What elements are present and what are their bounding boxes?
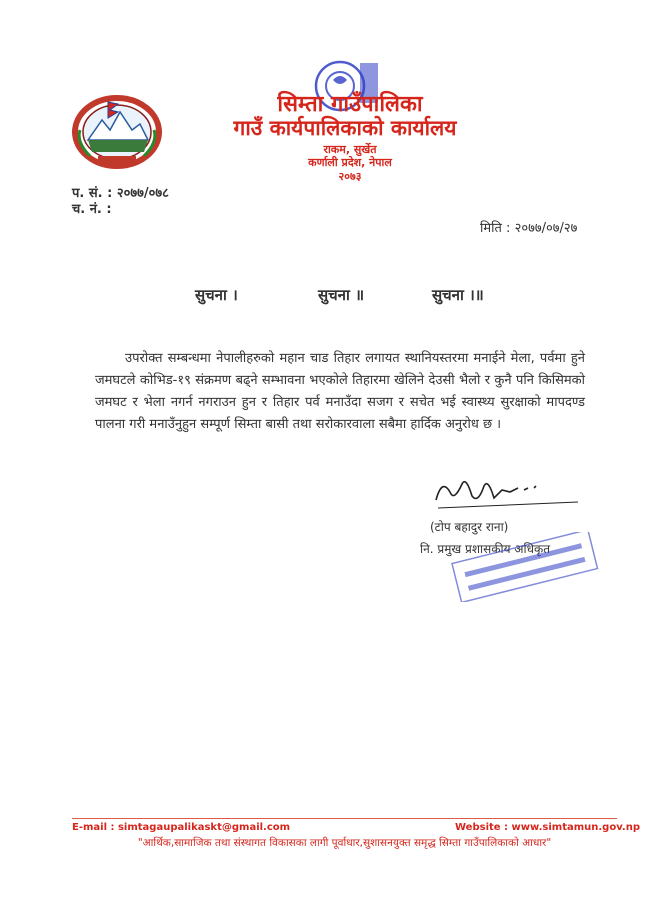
officer-designation-stamp bbox=[445, 532, 605, 602]
footer-email: E-mail : simtagaupalikaskt@gmail.com bbox=[72, 822, 291, 833]
handwritten-signature bbox=[428, 470, 588, 515]
office-province: कर्णाली प्रदेश, नेपाल bbox=[308, 156, 392, 169]
established-year: २०७३ bbox=[338, 170, 362, 183]
notice-heading-2: सुचना ॥ bbox=[318, 286, 365, 304]
signatory-title: नि. प्रमुख प्रशासकीय अधिकृत bbox=[420, 542, 551, 556]
notice-heading-1: सुचना । bbox=[195, 286, 238, 304]
letter-date: मिति : २०७७/०७/२७ bbox=[480, 221, 578, 236]
footer-divider bbox=[72, 818, 617, 819]
letter-number: प. सं. : २०७७/०७८ bbox=[72, 186, 169, 201]
municipality-name: सिम्ता गाउँपालिका bbox=[277, 92, 423, 117]
dispatch-number: च. नं. : bbox=[72, 202, 112, 217]
nepal-emblem-logo bbox=[70, 90, 165, 170]
signatory-name: (टोप बहादुर राना) bbox=[430, 520, 509, 534]
notice-body: उपरोक्त सम्बन्धमा नेपालीहरुको महान चाड तिहार लगायत स्थानियस्तरमा मनाईने मेला, पर्वमा हुने जमघटले कोभिड-१९ संक्रमण बढ्ने सम्भावना भएकोले तिहारमा खेलिने देउसी भैलो र कुनै पनि किसिमको जमघट र भेला नगर्न नगराउन हुन र तिहार पर्व मनाउँदा सजग र सचेत भई स्वास्थ्य सुरक्षाको मापदण्ड पालना गरी मनाउँनुहुन सम्पूर्ण सिम्ता बासी तथा सरोकारवाला सबैमा हार्दिक अनुरोध छ । bbox=[95, 351, 585, 432]
footer-motto: "आर्थिक,सामाजिक तथा संस्थागत विकासका लागी पूर्वाधार,सुशासनयुक्त समृद्ध सिम्ता गाउँपालिकाको आधार" bbox=[137, 837, 552, 849]
office-address: राकम, सुर्खेत bbox=[323, 143, 377, 156]
footer-website: Website : www.simtamun.gov.np bbox=[455, 822, 640, 833]
notice-heading-3: सुचना ।॥ bbox=[432, 286, 484, 304]
office-name: गाउँ कार्यपालिकाको कार्यालय bbox=[233, 116, 457, 140]
